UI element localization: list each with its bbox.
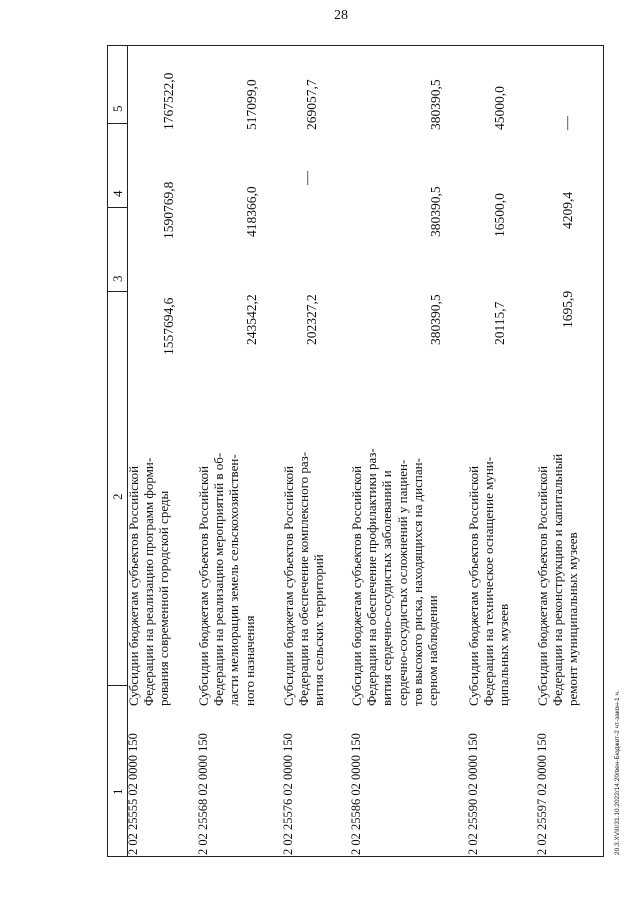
row5-v5: 45000,0 (492, 86, 507, 130)
row4-desc: Субсидии бюджетам субъектов Российской Федерации на обеспечение профилактики раз- вития сердечно-сосудистых заболеваний и сердечно-сосудистых осложнений у пациен- тов высокого риска, находящихся на диспан- серном наблюдении (349, 448, 441, 706)
row5-code: 2 02 25590 02 0000 150 (466, 733, 480, 855)
row3-v5: 269057,7 (304, 79, 319, 130)
col-sep-4-3 (107, 207, 128, 208)
col-sep-3-2 (107, 291, 128, 292)
row2-v5: 517099,0 (244, 79, 259, 130)
row5-desc: Субсидии бюджетам субъектов Российской Федерации на техническое оснащение муни- ципальных музеев (466, 456, 512, 706)
row3-v3: 202327,2 (304, 294, 319, 345)
row2-desc: Субсидии бюджетам субъектов Российской Федерации на реализацию мероприятий в об- ласти мелиорации земель сельскохозяйствен- ного назначения (196, 452, 257, 706)
row4-v3: 380390,5 (428, 294, 443, 345)
page-number: 28 (334, 8, 348, 23)
col-sep-5-4 (107, 123, 128, 124)
row4-v5: 380390,5 (428, 79, 443, 130)
row1-v4: 1590769,8 (161, 181, 176, 239)
row6-desc: Субсидии бюджетам субъектов Российской Федерации на реконструкцию и капитальный ремонт муниципальных музеев (535, 453, 581, 706)
header-col1: 1 (110, 788, 125, 795)
row2-v3: 243542,2 (244, 294, 259, 345)
row3-code: 2 02 25576 02 0000 150 (281, 733, 295, 855)
col-sep-2-1 (107, 685, 128, 686)
table-border-right (603, 45, 604, 857)
row1-desc: Субсидии бюджетам субъектов Российской Федерации на реализацию программ форми- рования современной городской среды (126, 457, 172, 706)
row6-v3: 1695,9 (560, 290, 575, 328)
row6-v5: — (560, 116, 575, 130)
header-col4: 4 (110, 190, 125, 197)
header-col5: 5 (110, 105, 125, 112)
row1-code: 2 02 25555 02 0000 150 (126, 733, 140, 855)
table-border-left (107, 45, 108, 857)
row2-v4: 418366,0 (244, 186, 259, 237)
row3-desc: Субсидии бюджетам субъектов Российской Федерации на обеспечение комплексного раз- вития сельских территорий (281, 451, 327, 706)
row6-v4: 4209,4 (560, 191, 575, 229)
table-border-top (107, 45, 604, 46)
row2-code: 2 02 25568 02 0000 150 (196, 733, 210, 855)
row6-code: 2 02 25597 02 0000 150 (535, 733, 549, 855)
row5-v3: 20115,7 (492, 301, 507, 345)
row1-v3: 1557694,6 (161, 297, 176, 355)
row5-v4: 16500,0 (492, 193, 507, 237)
row3-v4: — (300, 171, 315, 185)
row4-code: 2 02 25586 02 0000 150 (349, 733, 363, 855)
header-col3: 3 (110, 275, 125, 282)
header-col2: 2 (110, 493, 125, 500)
row4-v4: 380390,5 (428, 186, 443, 237)
footer-doc-code: 20.3.XVIII/31.10.2022/14.20/вен-Бюджет-2 чт-закон-1 ч. (614, 690, 621, 855)
row1-v5: 1767522,0 (161, 72, 176, 130)
table-border-bottom (107, 856, 604, 857)
